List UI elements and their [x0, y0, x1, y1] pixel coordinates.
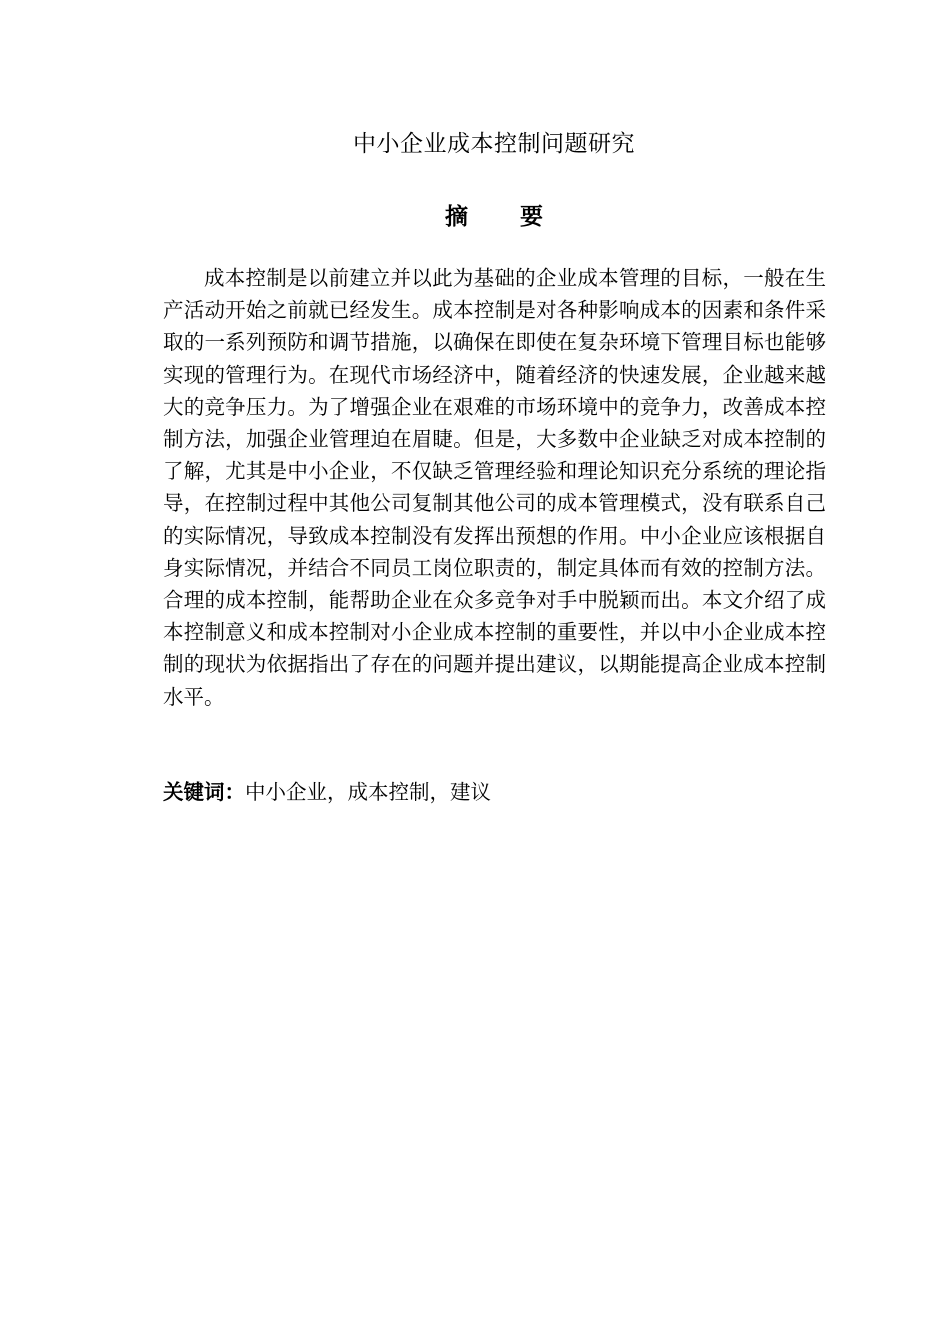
- abstract-heading-char-1: 摘: [445, 204, 468, 230]
- keywords-value: 中小企业，成本控制，建议: [245, 780, 491, 804]
- keywords-line: [163, 776, 491, 808]
- abstract-heading-char-2: 要: [520, 204, 543, 230]
- document-title: 中小企业成本控制问题研究: [353, 131, 635, 157]
- abstract-paragraph: 成本控制是以前建立并以此为基础的企业成本管理的目标，一般在生产活动开始之前就已经发生。成本控制是对各种影响成本的因素和条件采取的一系列预防和调节措施，以确保在即使在复杂环境下管理目标也能够实现的管理行为。在现代市场经济中，随着经济的快速发展，企业越来越大的竞争压力。为了增强企业在艰难的市场环境中的竞争力，改善成本控制方法，加强企业管理迫在眉睫。但是，大多数中企业缺乏对成本控制的了解，尤其是中小企业，不仅缺乏管理经验和理论知识充分系统的理论指导，在控制过程中其他公司复制其他公司的成本管理模式，没有联系自己的实际情况，导致成本控制没有发挥出预想的作用。中小企业应该根据自身实际情况，并结合不同员工岗位职责的，制定具体而有效的控制方法。合理的成本控制，能帮助企业在众多竞争对手中脱颖而出。本文介绍了成本控制意义和成本控制对小企业成本控制的重要性，并以中小企业成本控制的现状为依据指出了存在的问题并提出建议，以期能提高企业成本控制水平。: [163, 266, 826, 709]
- abstract-heading: [0, 200, 950, 234]
- keywords-label: 关键词：: [163, 780, 245, 804]
